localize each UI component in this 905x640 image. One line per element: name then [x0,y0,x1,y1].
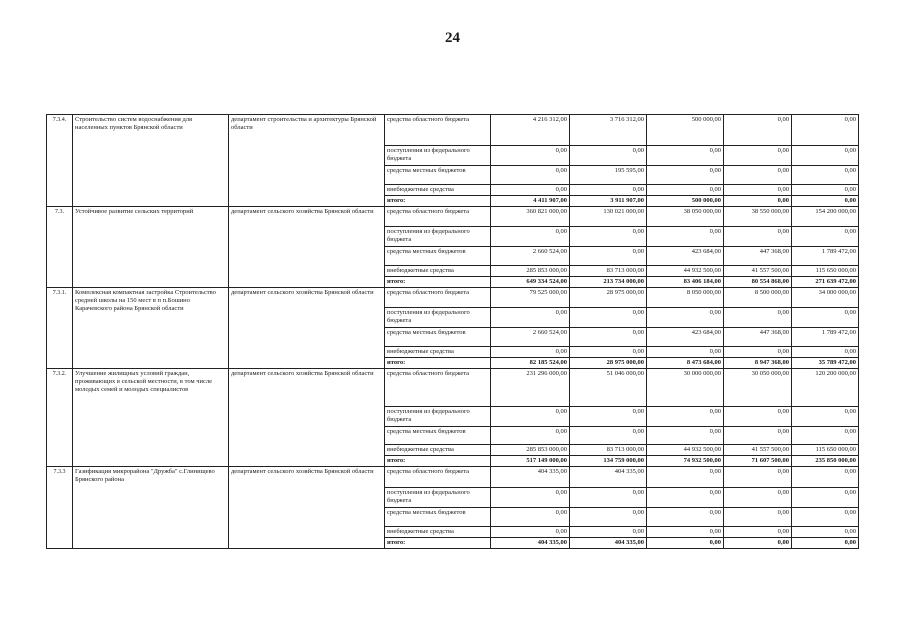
amount-cell: 115 650 000,00 [792,266,859,277]
amount-cell: 404 335,00 [570,538,647,549]
amount-cell: 404 335,00 [491,538,570,549]
amount-cell: 0,00 [570,427,647,445]
amount-cell: 4 411 907,00 [491,196,570,207]
amount-cell: 0,00 [647,538,724,549]
funding-source: поступления из федерального бюджета [385,227,491,247]
item-name: Комплексная компактная застройка Строительство средней школы на 150 мест в п п.Бошино Карачевского района Брянской области [73,288,229,369]
amount-cell: 0,00 [491,488,570,508]
amount-cell: 447 368,00 [724,328,792,347]
funding-source: средства областного бюджета [385,207,491,227]
amount-cell: 0,00 [724,527,792,538]
amount-cell: 30 000 000,00 [647,369,724,407]
amount-cell: 0,00 [647,427,724,445]
amount-cell: 0,00 [491,185,570,196]
amount-cell: 0,00 [491,308,570,328]
funding-source: поступления из федерального бюджета [385,308,491,328]
amount-cell: 71 607 500,00 [724,456,792,467]
amount-cell: 0,00 [570,227,647,247]
amount-cell: 83 713 000,00 [570,266,647,277]
amount-cell: 35 789 472,00 [792,358,859,369]
amount-cell: 41 557 500,00 [724,266,792,277]
amount-cell: 0,00 [570,185,647,196]
amount-cell: 0,00 [570,508,647,527]
table-row [47,207,859,227]
amount-cell: 0,00 [647,347,724,358]
amount-cell: 30 050 000,00 [724,369,792,407]
amount-cell: 0,00 [792,488,859,508]
item-name: Улучшение жилищных условий граждан, проживающих в сельской местности, в том числе молодых семей и молодых специалистов [73,369,229,467]
amount-cell: 1 789 472,00 [792,247,859,266]
funding-source: средства местных бюджетов [385,247,491,266]
amount-cell: 154 200 000,00 [792,207,859,227]
funding-source: средства областного бюджета [385,115,491,146]
table-row [47,288,859,308]
responsible-department: департамент сельского хозяйства Брянской области [229,467,385,549]
amount-cell: 285 853 000,00 [491,266,570,277]
table-body [47,115,859,549]
amount-cell: 0,00 [724,508,792,527]
amount-cell: 2 660 524,00 [491,328,570,347]
amount-cell: 74 932 500,00 [647,456,724,467]
responsible-department: департамент сельского хозяйства Брянской области [229,369,385,467]
amount-cell: 0,00 [724,538,792,549]
amount-cell: 271 639 472,00 [792,277,859,288]
amount-cell: 0,00 [647,508,724,527]
amount-cell: 0,00 [724,467,792,488]
amount-cell: 8 050 000,00 [647,288,724,308]
amount-cell: 34 000 000,00 [792,288,859,308]
amount-cell: 0,00 [792,467,859,488]
amount-cell: 0,00 [647,308,724,328]
amount-cell: 28 975 000,00 [570,288,647,308]
funding-source: внебюджетные средства [385,445,491,456]
amount-cell: 404 335,00 [491,467,570,488]
amount-cell: 0,00 [792,146,859,166]
amount-cell: 0,00 [570,488,647,508]
item-code: 7.3. [47,207,73,288]
funding-source: средства областного бюджета [385,369,491,407]
responsible-department: департамент сельского хозяйства Брянской области [229,207,385,288]
amount-cell: 0,00 [792,347,859,358]
amount-cell: 0,00 [792,407,859,427]
amount-cell: 0,00 [491,146,570,166]
amount-cell: 0,00 [491,347,570,358]
amount-cell: 231 296 000,00 [491,369,570,407]
amount-cell: 0,00 [724,427,792,445]
amount-cell: 38 550 000,00 [724,207,792,227]
amount-cell: 0,00 [647,527,724,538]
amount-cell: 0,00 [792,166,859,185]
table-row [47,467,859,488]
item-name: Газификация микрорайона "Дружба" с.Глинищево Брянского района [73,467,229,549]
amount-cell: 3 911 907,00 [570,196,647,207]
funding-source: поступления из федерального бюджета [385,146,491,166]
amount-cell: 0,00 [491,427,570,445]
funding-source: итого: [385,538,491,549]
amount-cell: 0,00 [724,488,792,508]
amount-cell: 120 200 000,00 [792,369,859,407]
amount-cell: 195 595,00 [570,166,647,185]
funding-source: поступления из федерального бюджета [385,488,491,508]
amount-cell: 649 334 524,00 [491,277,570,288]
amount-cell: 0,00 [570,146,647,166]
funding-source: внебюджетные средства [385,185,491,196]
amount-cell: 4 216 312,00 [491,115,570,146]
table-row [47,369,859,407]
amount-cell: 79 525 000,00 [491,288,570,308]
page-number: 24 [445,30,460,46]
amount-cell: 0,00 [724,308,792,328]
funding-source: итого: [385,277,491,288]
responsible-department: департамент строительства и архитектуры Брянской области [229,115,385,207]
amount-cell: 0,00 [792,308,859,328]
amount-cell: 404 335,00 [570,467,647,488]
amount-cell: 0,00 [724,407,792,427]
amount-cell: 51 046 000,00 [570,369,647,407]
amount-cell: 0,00 [792,527,859,538]
item-name: Устойчивое развитие сельских территорий [73,207,229,288]
amount-cell: 38 050 000,00 [647,207,724,227]
responsible-department: департамент сельского хозяйства Брянской области [229,288,385,369]
amount-cell: 360 821 000,00 [491,207,570,227]
amount-cell: 83 713 000,00 [570,445,647,456]
amount-cell: 28 975 000,00 [570,358,647,369]
amount-cell: 0,00 [724,227,792,247]
funding-source: средства местных бюджетов [385,427,491,445]
amount-cell: 8 947 368,00 [724,358,792,369]
funding-source: итого: [385,358,491,369]
amount-cell: 0,00 [647,166,724,185]
amount-cell: 44 932 500,00 [647,445,724,456]
funding-source: средства местных бюджетов [385,328,491,347]
amount-cell: 0,00 [724,347,792,358]
funding-source: внебюджетные средства [385,266,491,277]
amount-cell: 0,00 [647,467,724,488]
amount-cell: 0,00 [724,166,792,185]
funding-source: средства местных бюджетов [385,508,491,527]
amount-cell: 0,00 [647,227,724,247]
amount-cell: 3 716 312,00 [570,115,647,146]
amount-cell: 235 850 000,00 [792,456,859,467]
amount-cell: 517 149 000,00 [491,456,570,467]
amount-cell: 0,00 [491,527,570,538]
amount-cell: 0,00 [491,227,570,247]
amount-cell: 41 557 500,00 [724,445,792,456]
amount-cell: 0,00 [570,247,647,266]
amount-cell: 0,00 [792,115,859,146]
amount-cell: 1 789 472,00 [792,328,859,347]
amount-cell: 0,00 [792,196,859,207]
amount-cell: 0,00 [792,508,859,527]
amount-cell: 0,00 [792,427,859,445]
amount-cell: 213 734 000,00 [570,277,647,288]
item-code: 7.3.2. [47,369,73,467]
amount-cell: 0,00 [724,146,792,166]
amount-cell: 0,00 [491,407,570,427]
amount-cell: 44 932 500,00 [647,266,724,277]
amount-cell: 447 368,00 [724,247,792,266]
funding-source: средства областного бюджета [385,467,491,488]
amount-cell: 285 853 000,00 [491,445,570,456]
item-code: 7.3.4. [47,115,73,207]
amount-cell: 0,00 [647,488,724,508]
budget-table [46,114,859,549]
amount-cell: 83 406 184,00 [647,277,724,288]
amount-cell: 134 759 000,00 [570,456,647,467]
amount-cell: 0,00 [570,328,647,347]
amount-cell: 0,00 [792,538,859,549]
amount-cell: 115 650 000,00 [792,445,859,456]
amount-cell: 0,00 [647,185,724,196]
amount-cell: 0,00 [570,407,647,427]
amount-cell: 0,00 [792,185,859,196]
amount-cell: 80 554 868,00 [724,277,792,288]
amount-cell: 2 660 524,00 [491,247,570,266]
amount-cell: 8 473 684,00 [647,358,724,369]
amount-cell: 0,00 [647,407,724,427]
item-code: 7.3.1. [47,288,73,369]
amount-cell: 0,00 [724,185,792,196]
amount-cell: 0,00 [724,196,792,207]
table-row [47,115,859,146]
amount-cell: 82 185 524,00 [491,358,570,369]
amount-cell: 130 021 000,00 [570,207,647,227]
amount-cell: 0,00 [570,308,647,328]
amount-cell: 0,00 [724,115,792,146]
amount-cell: 0,00 [491,508,570,527]
item-code: 7.3.3 [47,467,73,549]
amount-cell: 8 500 000,00 [724,288,792,308]
amount-cell: 423 684,00 [647,328,724,347]
funding-source: итого: [385,196,491,207]
funding-source: поступления из федерального бюджета [385,407,491,427]
amount-cell: 0,00 [647,146,724,166]
funding-source: средства местных бюджетов [385,166,491,185]
funding-source: средства областного бюджета [385,288,491,308]
amount-cell: 0,00 [570,527,647,538]
item-name: Строительство систем водоснабжения для населенных пунктов Брянской области [73,115,229,207]
amount-cell: 500 000,00 [647,115,724,146]
amount-cell: 0,00 [792,227,859,247]
amount-cell: 500 000,00 [647,196,724,207]
amount-cell: 423 684,00 [647,247,724,266]
funding-source: итого: [385,456,491,467]
funding-source: внебюджетные средства [385,527,491,538]
funding-source: внебюджетные средства [385,347,491,358]
amount-cell: 0,00 [491,166,570,185]
amount-cell: 0,00 [570,347,647,358]
